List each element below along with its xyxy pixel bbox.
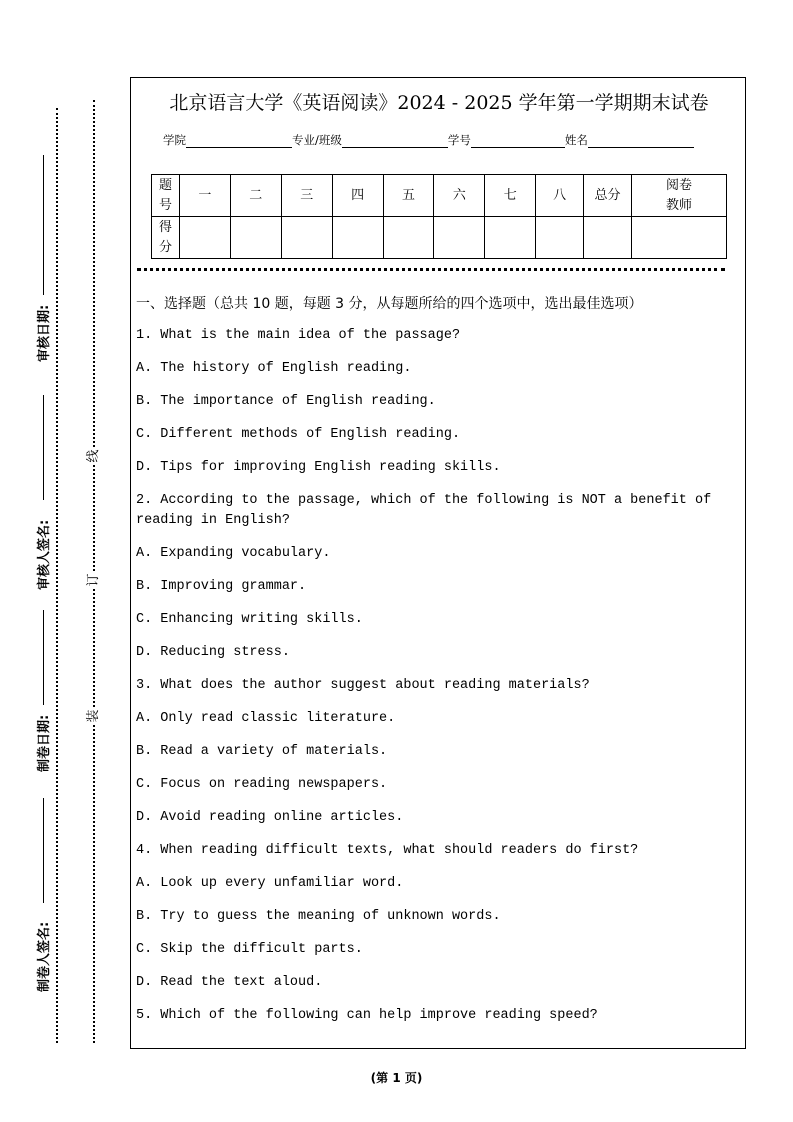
question-list bbox=[136, 326, 744, 1039]
col-1: 一 bbox=[179, 175, 230, 217]
question-line: 5. Which of the following can help improve reading speed? bbox=[136, 1008, 598, 1023]
option-line: A. Look up every unfamiliar word. bbox=[136, 876, 404, 891]
option-line: D. Read the text aloud. bbox=[136, 975, 323, 990]
question-line: 4. When reading difficult texts, what should readers do first? bbox=[136, 843, 639, 858]
option-line: C. Enhancing writing skills. bbox=[136, 612, 363, 627]
dotted-separator bbox=[137, 268, 725, 271]
option-line: D. Avoid reading online articles. bbox=[136, 810, 404, 825]
score-cell[interactable] bbox=[383, 217, 434, 259]
college-field[interactable] bbox=[186, 134, 292, 148]
col-total: 总分 bbox=[584, 175, 632, 217]
exam-frame bbox=[130, 77, 746, 1049]
score-cell[interactable] bbox=[179, 217, 230, 259]
option-line: A. The history of English reading. bbox=[136, 361, 412, 376]
score-cell[interactable] bbox=[281, 217, 332, 259]
option-line: A. Only read classic literature. bbox=[136, 711, 396, 726]
score-cell[interactable] bbox=[536, 217, 584, 259]
major-class-field[interactable] bbox=[342, 134, 448, 148]
binding-char-line: 线 bbox=[86, 449, 101, 463]
score-label-cell: 得分 bbox=[152, 217, 180, 259]
col-grader: 阅卷教师 bbox=[631, 175, 726, 217]
score-table bbox=[151, 174, 727, 259]
section-heading: 一、选择题（总共 10 题，每题 3 分，从每题所给的四个选项中，选出最佳选项） bbox=[136, 296, 643, 312]
name-label: 姓名 bbox=[564, 133, 588, 147]
option-line: C. Focus on reading newspapers. bbox=[136, 777, 388, 792]
option-line: A. Expanding vocabulary. bbox=[136, 546, 331, 561]
score-cell[interactable] bbox=[332, 217, 383, 259]
col-3: 三 bbox=[281, 175, 332, 217]
col-4: 四 bbox=[332, 175, 383, 217]
student-no-label: 学号 bbox=[447, 133, 471, 147]
score-table-score-row bbox=[152, 217, 727, 259]
student-info-row bbox=[163, 132, 694, 148]
maker-date-blank bbox=[43, 610, 44, 705]
header-label-cell: 题号 bbox=[152, 175, 180, 217]
college-label: 学院 bbox=[163, 133, 186, 147]
col-5: 五 bbox=[383, 175, 434, 217]
student-no-field[interactable] bbox=[471, 134, 565, 148]
question-line: 2. According to the passage, which of the following is NOT a benefit of reading in English? bbox=[136, 493, 712, 528]
score-cell[interactable] bbox=[230, 217, 281, 259]
option-line: C. Skip the difficult parts. bbox=[136, 942, 363, 957]
option-line: B. Try to guess the meaning of unknown words. bbox=[136, 909, 501, 924]
score-cell[interactable] bbox=[485, 217, 536, 259]
option-line: B. Read a variety of materials. bbox=[136, 744, 388, 759]
question-line: 1. What is the main idea of the passage? bbox=[136, 328, 461, 343]
binding-dotted-line-outer bbox=[56, 108, 58, 1043]
maker-date-label: 制卷日期: bbox=[37, 714, 52, 772]
option-line: D. Reducing stress. bbox=[136, 645, 290, 660]
reviewer-date-blank bbox=[43, 155, 44, 295]
page-number: (第 1 页) bbox=[370, 1071, 423, 1085]
binding-char-zhuang: 装 bbox=[86, 709, 101, 723]
name-field[interactable] bbox=[588, 134, 694, 148]
score-cell-total[interactable] bbox=[584, 217, 632, 259]
major-class-label: 专业/班级 bbox=[292, 133, 342, 147]
maker-sign-label: 制卷人签名: bbox=[37, 921, 52, 992]
col-2: 二 bbox=[230, 175, 281, 217]
score-cell[interactable] bbox=[434, 217, 485, 259]
option-line: D. Tips for improving English reading skills. bbox=[136, 460, 501, 475]
col-8: 八 bbox=[536, 175, 584, 217]
reviewer-sign-label: 审核人签名: bbox=[37, 519, 52, 590]
score-table-header-row bbox=[152, 175, 727, 217]
score-cell-grader[interactable] bbox=[631, 217, 726, 259]
binding-char-ding: 订 bbox=[86, 573, 101, 587]
maker-sign-blank bbox=[43, 798, 44, 903]
col-6: 六 bbox=[434, 175, 485, 217]
question-line: 3. What does the author suggest about reading materials? bbox=[136, 678, 590, 693]
option-line: B. The importance of English reading. bbox=[136, 394, 436, 409]
exam-title: 北京语言大学《英语阅读》2024 - 2025 学年第一学期期末试卷 bbox=[169, 92, 709, 114]
option-line: B. Improving grammar. bbox=[136, 579, 307, 594]
reviewer-date-label: 审核日期: bbox=[37, 304, 52, 362]
reviewer-sign-blank bbox=[43, 395, 44, 500]
option-line: C. Different methods of English reading. bbox=[136, 427, 461, 442]
col-7: 七 bbox=[485, 175, 536, 217]
